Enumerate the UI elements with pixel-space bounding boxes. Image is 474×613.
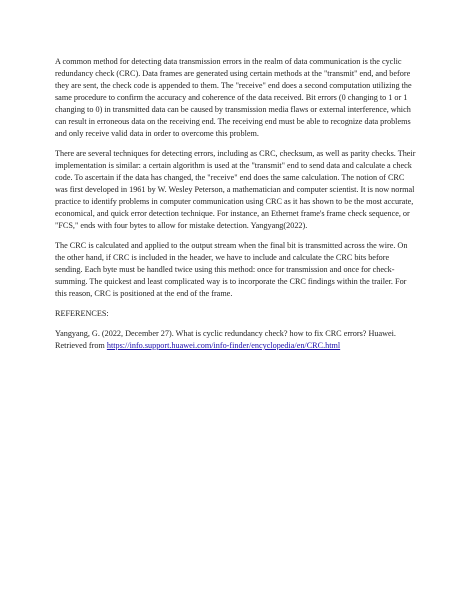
reference-entry [55, 328, 417, 352]
paragraph-placement: The CRC is calculated and applied to the output stream when the final bit is transmitted across the wire. On the other hand, if CRC is included in the header, we have to include and calculate the CRC bits before sending. Each byte must be handled twice using this method: once for transmission and once for check-summing. The quickest and least complicated way is to incorporate the CRC findings within the trailer. For this reason, CRC is positioned at the end of the frame. [55, 241, 408, 298]
reference-link[interactable]: https://info.support.huawei.com/info-finder/encyclopedia/en/CRC.html [106, 341, 341, 350]
references-heading: REFERENCES: [55, 309, 109, 318]
reference-text: Yangyang, G. (2022, December 27). What is cyclic redundancy check? how to fix CRC errors? Huawei. Retrieved from [55, 329, 396, 350]
document-body [55, 56, 417, 352]
paragraph-techniques: There are several techniques for detecting errors, including as CRC, checksum, as well as parity checks. Their implementation is similar: a certain algorithm is used at the "transmit" end to send data and calculate a check code. To ascertain if the data has changed, the "receive" end does the same calculation. The notion of CRC was first developed in 1961 by W. Wesley Peterson, a mathematician and computer scientist. It is now normal practice to identify problems in computer communication using CRC as it has shown to be the most accurate, economical, and quick error detection technique. For instance, an Ethernet frame's frame check sequence, or "FCS," ends with four bytes to allow for mistake detection. Yangyang(2022). [55, 149, 416, 230]
paragraph-intro: A common method for detecting data transmission errors in the realm of data communication is the cyclic redundancy check (CRC). Data frames are generated using certain methods at the "transmit" end, and before they are sent, the check code is appended to them. The "receive" end does a second computation utilizing the same procedure to confirm the accuracy and coherence of the data received. Bit errors (0 changing to 1 or 1 changing to 0) in transmitted data can be caused by transmission media flaws or external interference, which can result in erroneous data on the receiving end. The receiving end must be able to recognize data problems and only receive valid data in order to overcome this problem. [55, 57, 412, 138]
